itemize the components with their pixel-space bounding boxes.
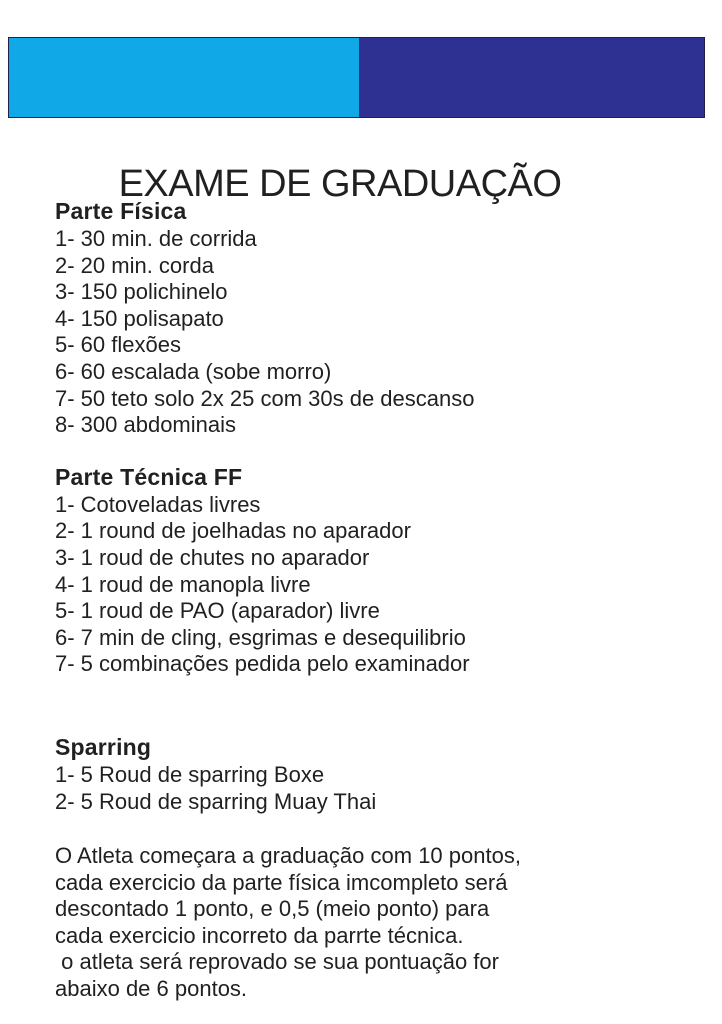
list-item: 3- 1 roud de chutes no aparador <box>55 544 370 570</box>
scoring-notes-paragraph <box>55 843 692 1003</box>
page-title: EXAME DE GRADUAÇÃO <box>118 163 562 206</box>
header-bar-dark-blue-segment <box>359 38 704 117</box>
section-item-list <box>55 492 692 678</box>
list-item: 4- 150 polisapato <box>55 305 224 331</box>
list-item: 1- Cotoveladas livres <box>55 491 261 517</box>
section-parte-fisica <box>55 196 692 439</box>
document-body <box>55 196 692 1003</box>
section-item-list <box>55 762 692 815</box>
note-line: o atleta será reprovado se sua pontuação for <box>55 949 499 975</box>
list-item: 2- 20 min. corda <box>55 252 214 278</box>
note-line: descontado 1 ponto, e 0,5 (meio ponto) para <box>55 896 490 922</box>
section-heading: Parte Física <box>55 198 187 224</box>
list-item: 2- 5 Roud de sparring Muay Thai <box>55 788 377 814</box>
list-item: 6- 7 min de cling, esgrimas e desequilibrio <box>55 624 466 650</box>
list-item: 2- 1 round de joelhadas no aparador <box>55 518 411 544</box>
list-item: 7- 50 teto solo 2x 25 com 30s de descanso <box>55 385 475 411</box>
note-line: cada exercicio incorreto da parrte técnica. <box>55 922 464 948</box>
section-heading: Parte Técnica FF <box>55 463 243 490</box>
list-item: 4- 1 roud de manopla livre <box>55 571 311 597</box>
note-line: cada exercicio da parte física imcompleto será <box>55 869 508 895</box>
section-sparring <box>55 732 692 815</box>
list-item: 1- 5 Roud de sparring Boxe <box>55 761 325 787</box>
list-item: 6- 60 escalada (sobe morro) <box>55 358 332 384</box>
list-item: 7- 5 combinações pedida pelo examinador <box>55 651 470 677</box>
section-item-list <box>55 226 692 439</box>
list-item: 5- 1 roud de PAO (aparador) livre <box>55 598 380 624</box>
note-line: O Atleta começara a graduação com 10 pontos, <box>55 843 521 869</box>
list-item: 5- 60 flexões <box>55 332 181 358</box>
section-parte-tecnica <box>55 462 692 678</box>
list-item: 1- 30 min. de corrida <box>55 226 257 251</box>
header-bar-light-blue-segment <box>9 38 359 117</box>
list-item: 3- 150 polichinelo <box>55 279 228 305</box>
header-color-bar <box>8 37 705 118</box>
section-heading: Sparring <box>55 733 152 760</box>
note-line: abaixo de 6 pontos. <box>55 976 248 1002</box>
list-item: 8- 300 abdominais <box>55 412 237 438</box>
